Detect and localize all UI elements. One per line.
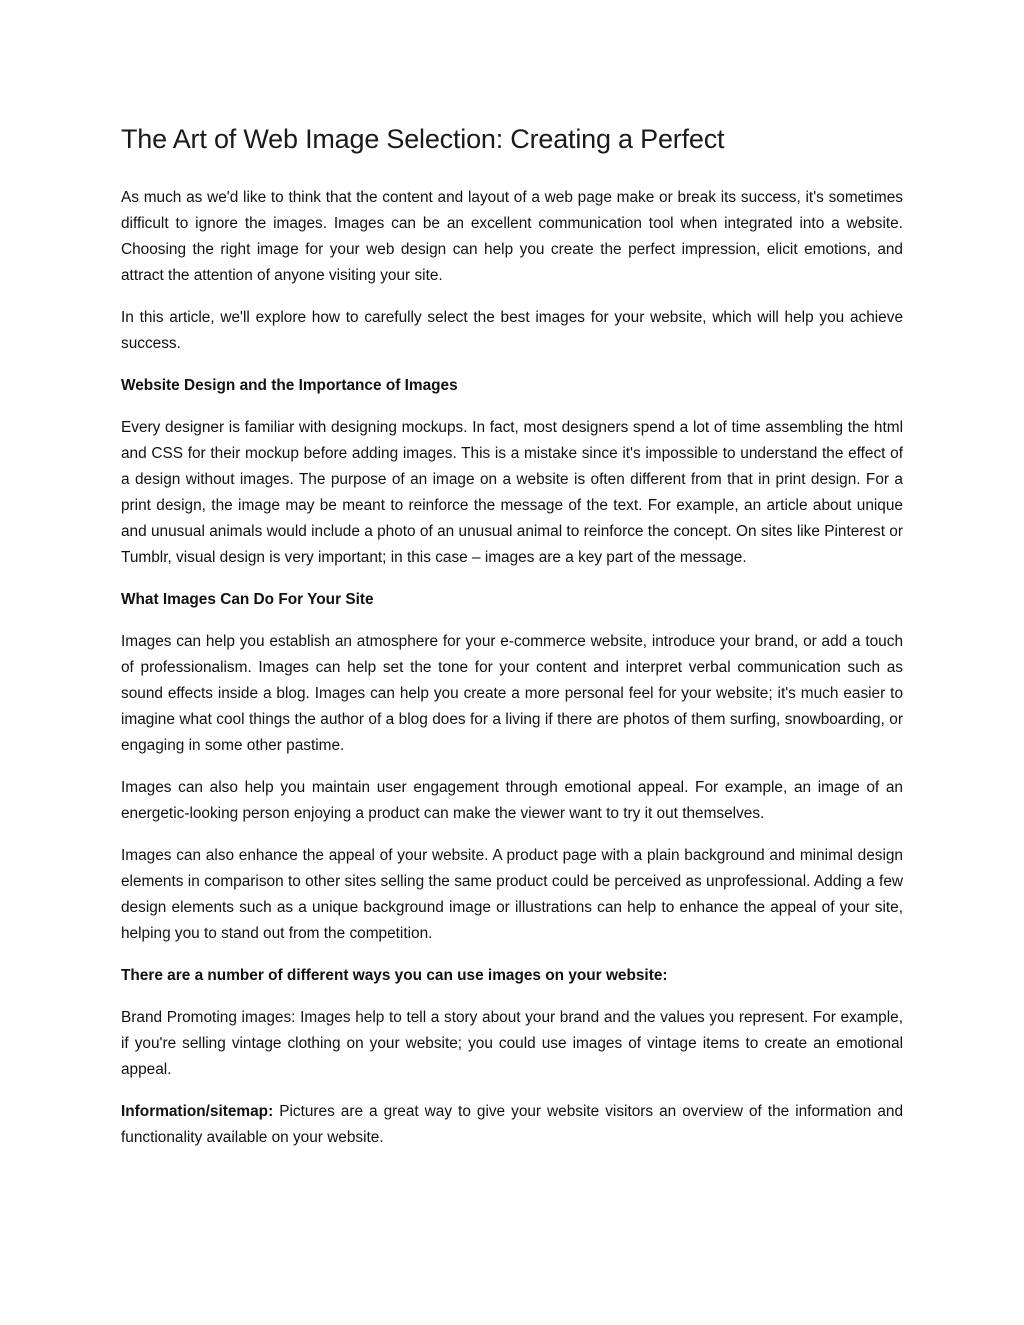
section-paragraph-appeal: Images can also enhance the appeal of your website. A product page with a plain background and minimal design elements in comparison to other sites selling the same product could be perceived as unprofessional. Adding a few design elements such as a unique background image or illustrations can help to enhance the appeal of your site, helping you to stand out from the competition. (121, 847, 903, 942)
section-paragraph-information-sitemap (121, 1099, 903, 1151)
information-sitemap-lead: Information/sitemap: (121, 1103, 274, 1120)
intro-paragraph-1: As much as we'd like to think that the content and layout of a web page make or break its success, it's sometimes difficult to ignore the images. Images can be an excellent communication tool when integrated into a website. Choosing the right image for your web design can help you create the perfect impression, elicit emotions, and attract the attention of anyone visiting your site. (121, 189, 903, 284)
information-sitemap-body: Pictures are a great way to give your website visitors an overview of the information and functionality available on your website. (121, 1103, 903, 1146)
section-paragraph-engagement: Images can also help you maintain user engagement through emotional appeal. For example, an image of an energetic-looking person enjoying a product can make the viewer want to try it out themselves. (121, 779, 903, 822)
section-paragraph-brand-promoting: Brand Promoting images: Images help to tell a story about your brand and the values you represent. For example, if you're selling vintage clothing on your website; you could use images of vintage items to create an emotional appeal. (121, 1009, 903, 1078)
document-page (121, 120, 903, 1167)
document-title: The Art of Web Image Selection: Creating a Perfect (121, 124, 725, 154)
section-heading-ways-to-use: There are a number of different ways you can use images on your website: (121, 967, 668, 984)
intro-paragraph-2: In this article, we'll explore how to carefully select the best images for your website, which will help you achieve success. (121, 309, 903, 352)
section-heading-what-images-do: What Images Can Do For Your Site (121, 591, 374, 608)
section-paragraph-mockups: Every designer is familiar with designing mockups. In fact, most designers spend a lot of time assembling the html and CSS for their mockup before adding images. This is a mistake since it's impossible to understand the effect of a design without images. The purpose of an image on a website is often different from that in print design. For a print design, the image may be meant to reinforce the message of the text. For example, an article about unique and unusual animals would include a photo of an unusual animal to reinforce the concept. On sites like Pinterest or Tumblr, visual design is very important; in this case – images are a key part of the message. (121, 419, 903, 566)
section-paragraph-atmosphere: Images can help you establish an atmosphere for your e-commerce website, introduce your brand, or add a touch of professionalism. Images can help set the tone for your content and interpret verbal communication such as sound effects inside a blog. Images can help you create a more personal feel for your website; it's much easier to imagine what cool things the author of a blog does for a living if there are photos of them surfing, snowboarding, or engaging in some other pastime. (121, 633, 903, 754)
section-heading-importance: Website Design and the Importance of Images (121, 377, 458, 394)
